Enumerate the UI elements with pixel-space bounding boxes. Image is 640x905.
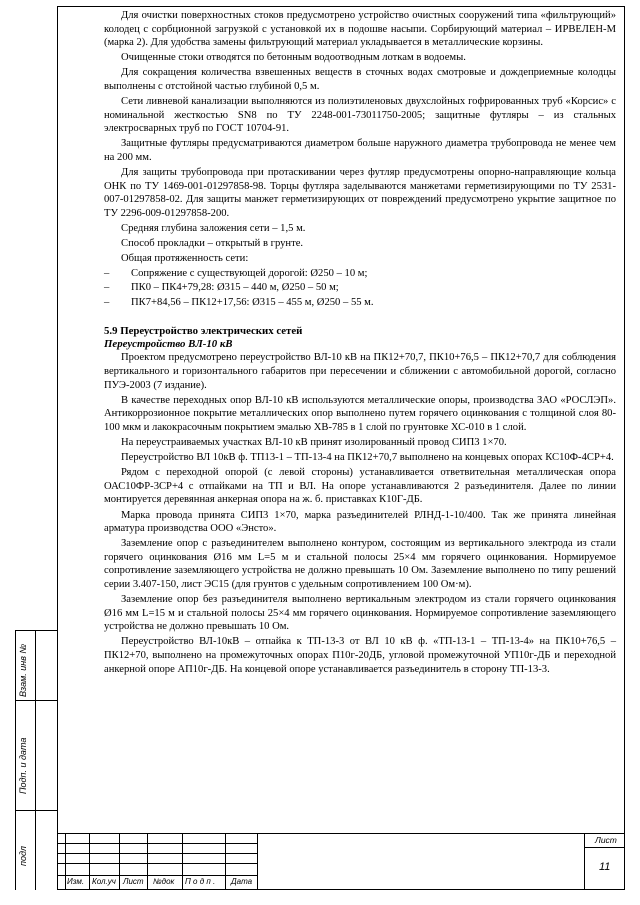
paragraph: Сети ливневой канализации выполняются из полиэтиленовых двухслойных гофрированных труб «Корсис» с номинальной жесткостью SN8 по ТУ 2248-001-73011750-2005; защитные футляры – из стальных электросварных труб по ГОСТ 10704-91. xyxy=(104,96,616,135)
side-stamp-line xyxy=(15,810,57,811)
side-stamp-border xyxy=(15,630,16,890)
original-label: подл xyxy=(18,845,28,866)
paragraph: Для защиты трубопровода при протаскивании через футляр предусмотрены опорно-направляющие кольца ОНК по ТУ 1469-001-01297858-98. Торцы футляра заделываются манжетами герметизирующими по ТУ 2531-007-01297858-02. Для защиты манжет герметизирующих от повреждений предусмотрено укрытие защитное по ТУ 2296-009-01297858-200. xyxy=(104,167,616,219)
title-block-line xyxy=(584,847,625,848)
title-block xyxy=(57,833,625,890)
list-item xyxy=(104,281,616,295)
title-block-line xyxy=(57,833,625,834)
side-stamp-line xyxy=(15,630,57,631)
side-stamp xyxy=(15,630,57,890)
title-block-line xyxy=(147,833,148,890)
paragraph: В качестве переходных опор ВЛ-10 кВ используются металлические опоры, производства ЗАО «РОСЛЭП». Антикоррозионное покрытие металлических опор выполнено путем горячего оцинкования с толщиной слоя 80-100 мкм и лакокрасочным покрытием эмалью ХВ-785 в 1 слой по грунтовке ХС-010 в 1 слой. xyxy=(104,394,616,433)
paragraph: Заземление опор без разъединителя выполнено вертикальным электродом из стали горячего оцинкования Ø16 мм L=15 м и стальной полосы 25×4 мм горячего оцинкования. Нормируемое сопротивление заземляющего устройства не должно превышать 10 Ом. xyxy=(104,594,616,633)
list-item-text: ПК0 – ПК4+79,28: Ø315 – 440 м, Ø250 – 50 м; xyxy=(131,282,339,294)
title-block-line xyxy=(57,863,257,864)
paragraph: На переустраиваемых участках ВЛ-10 кВ принят изолированный провод СИП3 1×70. xyxy=(121,437,507,449)
paragraph: Средняя глубина заложения сети – 1,5 м. xyxy=(121,222,306,234)
sheet-number: 11 xyxy=(599,861,611,873)
list-item-text: ПК7+84,56 – ПК12+17,56: Ø315 – 455 м, Ø250 – 55 м. xyxy=(131,296,374,308)
title-block-line xyxy=(89,833,90,890)
col-podp-label: П о д п . xyxy=(185,877,216,886)
col-izm-label: Изм. xyxy=(67,877,85,886)
title-block-line xyxy=(57,853,257,854)
inv-number-label: Взам. инв № xyxy=(18,643,28,697)
document-body xyxy=(104,9,616,676)
title-block-line xyxy=(584,833,585,890)
title-block-line xyxy=(57,843,257,844)
sheet-label: Лист xyxy=(595,835,617,845)
paragraph: Проектом предусмотрено переустройство ВЛ-10 кВ на ПК12+70,7, ПК10+76,5 – ПК12+70,7 для соблюдения вертикального и горизонтального габаритов при пересечении и сближении с автомобильной дорогой, согласно ПУЭ-2003 (7 издание). xyxy=(104,352,616,391)
side-stamp-line xyxy=(15,700,57,701)
paragraph: Заземление опор с разъединителем выполнено контуром, состоящим из вертикального электрода из стали горячего оцинкования Ø16 мм L=5 м и стальной полосы 25×4 мм горячего оцинкования. Нормируемое сопротивление заземляющего устройства не должно превышать 10 Ом. Заземление выполнено по типу решений серии 3.407-150, лист ЭС15 (для грунтов с удельным сопротивлением 100 Ом·м). xyxy=(104,538,616,590)
list-item-text: Сопряжение с существующей дорогой: Ø250 – 10 м; xyxy=(131,267,368,279)
paragraph: Способ прокладки – открытый в грунте. xyxy=(121,238,304,249)
list-item xyxy=(104,267,616,281)
subsection-heading: Переустройство ВЛ-10 кВ xyxy=(104,338,233,351)
paragraph: Для очистки поверхностных стоков предусмотрено устройство очистных сооружений типа «фильтрующий» колодец с сорбционной загрузкой с установкой их в подошве насыпи. Сорбирующий материал – ИРВЕЛЕН-М (марка 2). Для удобства замены фильтрующий материал укладывается в металлические корзины. xyxy=(104,10,616,49)
title-block-line xyxy=(257,833,258,890)
title-block-line xyxy=(225,833,226,890)
paragraph: Переустройство ВЛ 10кВ ф. ТП13-1 – ТП-13-4 на ПК12+70,7 выполнено на концевых опорах КС10Ф-4СР+4. xyxy=(121,452,614,464)
col-list-label: Лист xyxy=(123,877,144,886)
list-item xyxy=(104,296,616,310)
col-data-label: Дата xyxy=(231,877,253,886)
col-ndok-label: №док xyxy=(153,877,175,886)
paragraph: Для сокращения количества взвешенных веществ в сточных водах смотровые и дождеприемные колодцы выполнены с отстойной частью глубиной 0,5 м. xyxy=(104,67,616,92)
title-block-line xyxy=(65,833,66,890)
title-block-line xyxy=(119,833,120,890)
sign-date-label: Подп. и дата xyxy=(18,737,28,794)
list-dash: – xyxy=(104,267,110,279)
side-stamp-divider xyxy=(35,630,36,890)
title-block-line xyxy=(57,875,257,876)
paragraph: Общая протяженность сети: xyxy=(121,253,249,265)
paragraph: Марка провода принята СИП3 1×70, марка разъединителей РЛНД-1-10/400. Так же принята линейная арматура производства ООО «Энсто». xyxy=(104,509,616,535)
list-dash: – xyxy=(104,282,110,294)
section-heading: 5.9 Переустройство электрических сетей xyxy=(104,325,303,338)
col-koluch-label: Кол.уч xyxy=(92,877,116,886)
list-dash: – xyxy=(104,296,110,308)
paragraph: Очищенные стоки отводятся по бетонным водоотводным лоткам в водоемы. xyxy=(121,52,466,64)
title-block-line xyxy=(182,833,183,890)
paragraph: Переустройство ВЛ-10кВ – отпайка к ТП-13-3 от ВЛ 10 кВ ф. «ТП-13-1 – ТП-13-4» на ПК10+76,5 – ПК12+70, выполнено на промежуточных опорах П10г-20ДБ, угловой промежуточной УП10г-ДБ и переходной анкерной опоре АП10г-ДБ. На концевой опоре устанавливается разъединитель в сторону ТП-13-3. xyxy=(104,636,616,675)
paragraph: Защитные футляры предусматриваются диаметром больше наружного диаметра трубопровода не менее чем на 200 мм. xyxy=(104,138,616,163)
paragraph: Рядом с переходной опорой (с левой стороны) устанавливается ответвительная металлическая опора ОАС10ФР-3СР+4 с отпайками на ТП и ВЛ. На опоре устанавливаются 2 разъединителя. Далее по линии монтируется деревянная анкерная опора на ж. б. приставках К10Г-ДБ. xyxy=(104,467,616,506)
